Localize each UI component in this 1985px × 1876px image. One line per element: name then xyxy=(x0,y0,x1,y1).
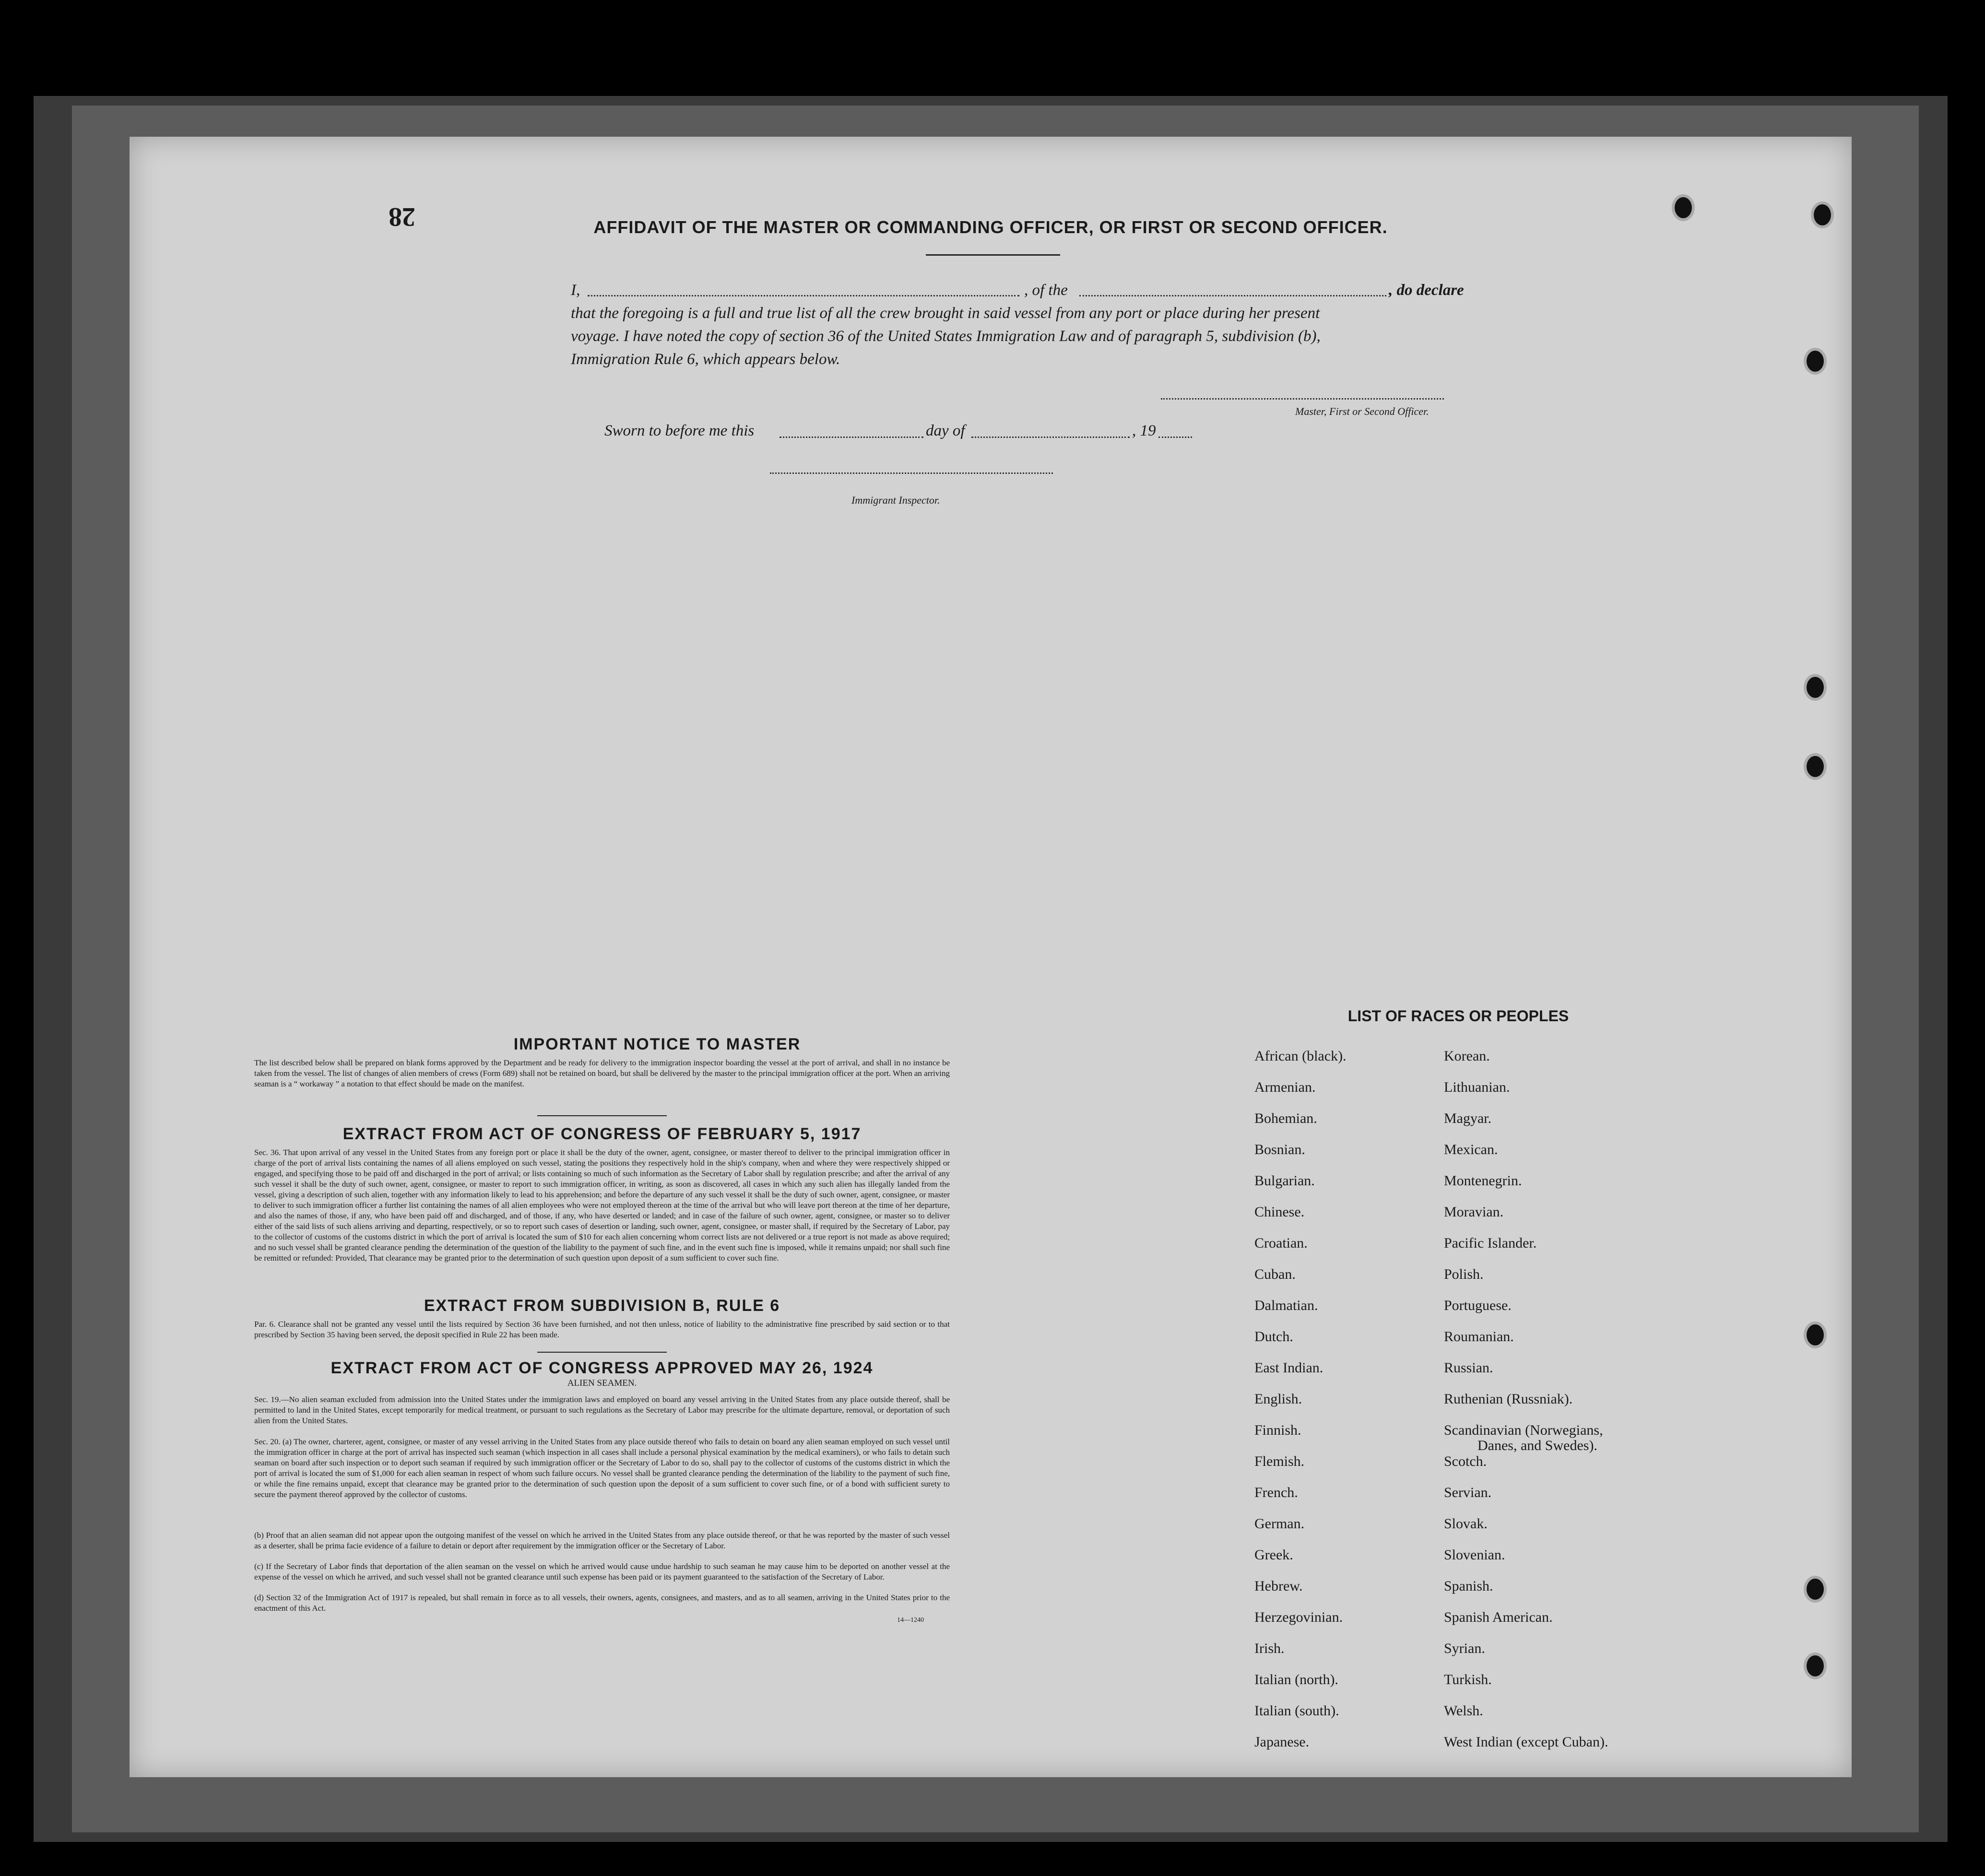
punch-hole xyxy=(1804,1576,1827,1603)
race-right: Pacific Islander. xyxy=(1444,1235,1537,1251)
sworn-day: day of xyxy=(926,422,965,439)
affidavit-line1-end: , do declare xyxy=(1389,282,1464,299)
race-left: Italian (south). xyxy=(1254,1703,1339,1719)
race-right: Spanish American. xyxy=(1444,1609,1553,1625)
race-right: Servian. xyxy=(1444,1485,1492,1500)
sworn-day-field[interactable] xyxy=(780,437,923,438)
sworn-year-field[interactable] xyxy=(1158,437,1192,438)
race-right: Scandinavian (Norwegians, xyxy=(1444,1422,1603,1438)
sworn-year: , 19 xyxy=(1132,422,1156,439)
punch-hole xyxy=(1804,1652,1827,1679)
master-signature-field[interactable] xyxy=(1161,398,1444,400)
sworn-month-field[interactable] xyxy=(971,437,1130,438)
race-right: Slovak. xyxy=(1444,1516,1488,1532)
name-field[interactable] xyxy=(588,295,1019,296)
race-right: Lithuanian. xyxy=(1444,1079,1510,1095)
extract-1924-title: EXTRACT FROM ACT OF CONGRESS APPROVED MAY 26, 1924 xyxy=(331,1359,874,1377)
race-right: Korean. xyxy=(1444,1048,1490,1064)
race-left: Herzegovinian. xyxy=(1254,1609,1343,1625)
extract-1924-sec20d: (d) Section 32 of the Immigration Act of 1917 is repealed, but shall remain in force as to all vessels, their owners, agents, consignees, and masters, and as to all seamen, arriving in the United States prior to the enactment of this Act. xyxy=(254,1593,950,1613)
race-right: Mexican. xyxy=(1444,1142,1498,1157)
race-right: Syrian. xyxy=(1444,1640,1485,1656)
race-left: Greek. xyxy=(1254,1547,1293,1563)
divider xyxy=(537,1352,667,1353)
race-right: West Indian (except Cuban). xyxy=(1444,1734,1608,1750)
inspector-caption: Immigrant Inspector. xyxy=(851,494,940,506)
vessel-field[interactable] xyxy=(1079,295,1386,296)
extract-1924-subtitle: ALIEN SEAMEN. xyxy=(567,1378,637,1388)
title-rule xyxy=(926,254,1060,256)
race-left: English. xyxy=(1254,1391,1302,1407)
form-number: 14—1240 xyxy=(897,1616,924,1624)
sworn-start: Sworn to before me this xyxy=(604,422,755,439)
race-left: Cuban. xyxy=(1254,1266,1296,1282)
race-left: Bohemian. xyxy=(1254,1110,1317,1126)
affidavit-line1-of: , of the xyxy=(1024,282,1068,299)
race-left: Dalmatian. xyxy=(1254,1298,1318,1313)
race-right: Turkish. xyxy=(1444,1672,1492,1687)
document-page xyxy=(130,137,1852,1777)
extract-1924-sec20c: (c) If the Secretary of Labor finds that deportation of the alien seaman on the vessel on which he arrived would cause undue hardship to such seaman he may cause him to be deported on another vessel at the expense of the vessel on which he arrived, and such vessel shall not be granted clearance until such expense has been paid or its payment guaranteed to the satisfaction of the Secretary of Labor. xyxy=(254,1562,950,1581)
race-left: East Indian. xyxy=(1254,1360,1323,1376)
race-left: German. xyxy=(1254,1516,1305,1532)
master-caption: Master, First or Second Officer. xyxy=(1295,405,1429,417)
affidavit-line2: that the foregoing is a full and true list of all the crew brought in said vessel from any port or place during her present xyxy=(571,305,1320,322)
race-right-continuation: Danes, and Swedes). xyxy=(1477,1438,1597,1453)
inspector-signature-field[interactable] xyxy=(770,472,1053,474)
race-left: Japanese. xyxy=(1254,1734,1310,1750)
divider xyxy=(537,1115,667,1116)
race-right: Scotch. xyxy=(1444,1453,1487,1469)
punch-hole xyxy=(1804,348,1827,375)
race-left: Dutch. xyxy=(1254,1329,1293,1345)
affidavit-line1-start: I, xyxy=(571,282,580,299)
race-left: African (black). xyxy=(1254,1048,1347,1064)
extract-1917-text: Sec. 36. That upon arrival of any vessel in the United States from any foreign port or place it shall be the duty of the owner, agent, consignee, or master thereof to deliver to the principal immigration officer in charge of the port of arrival lists containing the names of all aliens employed on such vessel, stating the positions they respectively hold in the ship's company, when and where they were respectively shipped or engaged, and specifying those to be paid off and discharged in the port of arrival; or lists containing so much of such information as the Secretary of Labor shall by regulation prescribe; and after the arrival of any such vessel it shall be the duty of such owner, agent, consignee, or master to report to such immigration officer, in writing, as soon as discovered, all cases in which any such alien has illegally landed from the vessel, giving a description of such alien, together with any information likely to lead to his apprehension; and before the departure of any such vessel it shall be the duty of such owner, agent, consignee, or master to deliver to such immigration officer a further list containing the names of all alien employees who were not employed thereon at the time of the arrival but who will leave port thereon at the time of her departure, and also the names of those, if any, who have been paid off and discharged, and of those, if any, who have deserted or landed; and in case of the failure of such owner, agent, consignee, or master so to deliver either of the said lists of such aliens arriving and departing, respectively, or so to report such cases of desertion or landing, such owner, agent, consignee, or master shall, if required by the Secretary of Labor, pay to the collector of customs of the customs district in which the port of arrival is located the sum of $10 for each alien concerning whom correct lists are not delivered or a true report is not made as above required; and no such vessel shall be granted clearance pending the determination of the question of the liability to the payment of such fine, and in the event such fine is imposed, while it remains unpaid; nor shall such fine be remitted or refunded: Provided, That clearance may be granted prior to the determination of such question upon deposit of a sum sufficient to cover such fine. xyxy=(254,1148,950,1262)
races-title: LIST OF RACES OR PEOPLES xyxy=(1347,1007,1569,1025)
race-right: Welsh. xyxy=(1444,1703,1483,1719)
punch-hole xyxy=(1804,674,1827,701)
notice-title: IMPORTANT NOTICE TO MASTER xyxy=(513,1035,801,1053)
race-left: Irish. xyxy=(1254,1640,1285,1656)
race-right: Spanish. xyxy=(1444,1578,1493,1594)
race-right: Portuguese. xyxy=(1444,1298,1512,1313)
affidavit-line4: Immigration Rule 6, which appears below. xyxy=(571,351,840,368)
race-right: Montenegrin. xyxy=(1444,1173,1522,1189)
race-right: Moravian. xyxy=(1444,1204,1504,1220)
race-left: Flemish. xyxy=(1254,1453,1305,1469)
punch-hole xyxy=(1804,1321,1827,1348)
race-right: Polish. xyxy=(1444,1266,1484,1282)
race-left: Bulgarian. xyxy=(1254,1173,1315,1189)
race-left: Armenian. xyxy=(1254,1079,1316,1095)
punch-hole xyxy=(1804,753,1827,780)
rule6-title: EXTRACT FROM SUBDIVISION B, RULE 6 xyxy=(424,1297,780,1315)
race-right: Roumanian. xyxy=(1444,1329,1514,1345)
race-left: Chinese. xyxy=(1254,1204,1305,1220)
rule6-text: Par. 6. Clearance shall not be granted any vessel until the lists required by Section 36 have been furnished, and not then unless, notice of liability to the administrative fine prescribed by said section or to that prescribed by Section 35 having been served, the deposit specified in Rule 22 has been made. xyxy=(254,1320,950,1339)
race-right: Slovenian. xyxy=(1444,1547,1505,1563)
extract-1924-sec19: Sec. 19.—No alien seaman excluded from admission into the United States under the immigration laws and employed on board any vessel arriving in the United States from any place outside thereof, shall be permitted to land in the United States, except temporarily for medical treatment, or pursuant to such regulations as the Secretary of Labor may prescribe for the ultimate departure, removal, or deportation of such alien from the United States. xyxy=(254,1395,950,1425)
affidavit-title: AFFIDAVIT OF THE MASTER OR COMMANDING OFFICER, OR FIRST OR SECOND OFFICER. xyxy=(593,217,1388,237)
race-right: Magyar. xyxy=(1444,1110,1492,1126)
extract-1924-sec20b: (b) Proof that an alien seaman did not appear upon the outgoing manifest of the vessel on which he arrived in the United States from any place outside thereof, or that he was reported by the master of such vessel as a deserter, shall be prima facie evidence of a failure to detain or deport after requirement by the immigration officer or the Secretary of Labor. xyxy=(254,1531,950,1550)
affidavit-line3: voyage. I have noted the copy of section 36 of the United States Immigration Law and of paragraph 5, subdivision (b), xyxy=(571,328,1321,345)
race-left: French. xyxy=(1254,1485,1298,1500)
race-left: Finnish. xyxy=(1254,1422,1301,1438)
race-left: Croatian. xyxy=(1254,1235,1308,1251)
race-left: Italian (north). xyxy=(1254,1672,1338,1687)
race-left: Hebrew. xyxy=(1254,1578,1303,1594)
notice-text: The list described below shall be prepared on blank forms approved by the Department and be ready for delivery to the immigration inspector boarding the vessel at the port of arrival, and shall in no instance be taken from the vessel. The list of changes of alien members of crews (Form 689) shall not be retained on board, but shall be delivered by the master to the principal immigration officer at the port. When an arriving seaman is a “ workaway ” a notation to that effect should be made on the manifest. xyxy=(254,1058,950,1088)
race-right: Russian. xyxy=(1444,1360,1493,1376)
extract-1924-sec20a: Sec. 20. (a) The owner, charterer, agent, consignee, or master of any vessel arriving in the United States from any place outside thereof who fails to detain on board any alien seaman employed on such vessel until the immigration officer in charge at the port of arrival has inspected such seaman (which inspection in all cases shall include a personal physical examination by the medical examiners), or who fails to detain such seaman on board after such inspection or to deport such seaman if required by such immigration officer or the Secretary of Labor to do so, shall pay to the collector of customs of the customs district in which the port of arrival is located the sum of $1,000 for each alien seaman in respect of whom such failure occurs. No vessel shall be granted clearance pending the determination of the liability to the payment of such fine, or while the fine remains unpaid, except that clearance may be granted prior to the determination of such question upon the deposit of a sum sufficient to cover such fine, or of a bond with sufficient surety to secure the payment thereof approved by the collector of customs. xyxy=(254,1437,950,1499)
extract-1917-title: EXTRACT FROM ACT OF CONGRESS OF FEBRUARY 5, 1917 xyxy=(343,1125,862,1143)
race-left: Bosnian. xyxy=(1254,1142,1305,1157)
page-number: 28 xyxy=(389,202,415,232)
race-right: Ruthenian (Russniak). xyxy=(1444,1391,1573,1407)
